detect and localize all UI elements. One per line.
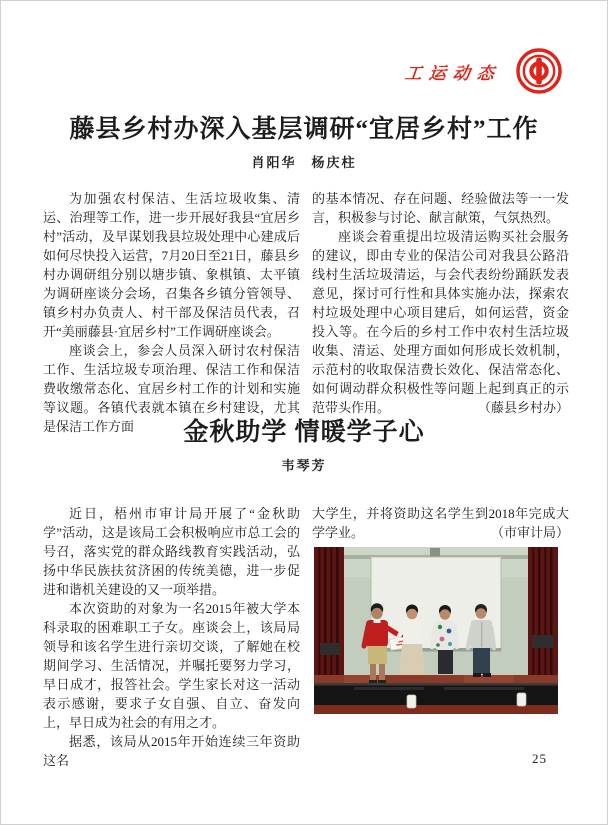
article2-attribution: （市审计局） [490, 525, 569, 540]
article2-body [43, 504, 569, 770]
photo-right-curtain [528, 547, 558, 675]
article1-authors: 肖阳华 杨庆柱 [251, 155, 357, 170]
article1-right-column [312, 189, 569, 436]
article1-paragraph-3-text: 座谈会着重提出垃圾清运购买社会服务的建议，即由专业的保洁公司对我县公路沿线村生活垃圾清运，与会代表纷纷踊跃发表意见，探讨可行性和具体实施办法，探索农村垃圾处理中心项目建后，如何运营，资金投入等。在今后的乡村工作中农村生活垃圾收集、清运、处理方面如何形成长效机制，示范村的收取保洁费长效化、保洁常态化、如何调动群众积极性等问题上起到真正的示范带头作用。 [312, 229, 569, 415]
article1-paragraph-1: 为加强农村保洁、生活垃圾收集、清运、治理等工作，进一步开展好我县“宜居乡村”活动，及早谋划我县垃圾处理中心建成后如何尽快投入运营，7月20日至21日，藤县乡村办调研组分别以塘步镇、象棋镇、太平镇为调研座谈分会场，召集各乡镇分管领导、镇乡村办负责人、村干部及保洁员代表，召开“美丽藤县·宜居乡村”工作调研座谈会。 [43, 191, 300, 339]
article1-paragraph-2: 座谈会上，参会人员深入研讨农村保洁工作、生活垃圾专项治理、保洁工作和保洁费收缴常态化、宜居乡村工作的计划和实施等议题。各镇代表就本镇在乡村建设，尤其是保洁工作方面 [43, 343, 300, 434]
article2-paragraph-3-continued [312, 504, 569, 542]
article1-paragraph-3 [312, 227, 569, 417]
article2-title: 金秋助学 情暖学子心 [183, 419, 425, 446]
article1-left-column [43, 189, 300, 436]
article2-paragraph-2: 本次资助的对象为一名2015年被大学本科录取的困难职工子女。座谈会上，该局局领导和该名学生进行亲切交谈，了解她在校期间学习、生活情况，并嘱托要努力学习，早日成才，报答社会。学生家长对这一活动表示感谢，要求子女自强、自立、奋发向上，早日成为社会的有用之才。 [43, 601, 300, 730]
article1-title: 藤县乡村办深入基层调研“宜居乡村”工作 [69, 116, 539, 143]
article1-body [43, 189, 569, 436]
article2-right-column [312, 504, 569, 770]
trade-union-emblem-icon [515, 47, 563, 95]
article2-paragraph-3-text: 大学生，并将资助这名学生到2018年完成大学学业。 [312, 506, 569, 540]
photo-cup [407, 695, 416, 708]
article1-attribution: （藤县乡村办） [477, 400, 569, 415]
photo-cup [517, 693, 526, 706]
article2-paragraph-1: 近日，梧州市审计局开展了“金秋助学”活动，这是该局工会积极响应市总工会的号召，落实党的群众路线教育实践活动，弘扬中华民族扶贫济困的传统美德，进一步促进和谐机关建设的又一项举措。 [43, 506, 300, 597]
article2-author: 韦琴芳 [281, 458, 327, 473]
article1-paragraph-2-continued: 的基本情况、存在问题、经验做法等一一发言，积极参与讨论、献言献策，气氛热烈。 [312, 191, 569, 225]
page-number: 25 [532, 751, 547, 766]
photo-left-curtain [314, 547, 344, 675]
award-ceremony-photo [314, 547, 558, 714]
article2-paragraph-3: 据悉，该局从2015年开始连续三年资助这名 [43, 734, 300, 768]
article2-left-column [43, 504, 300, 770]
masthead-title: 工运动态 [403, 64, 502, 83]
